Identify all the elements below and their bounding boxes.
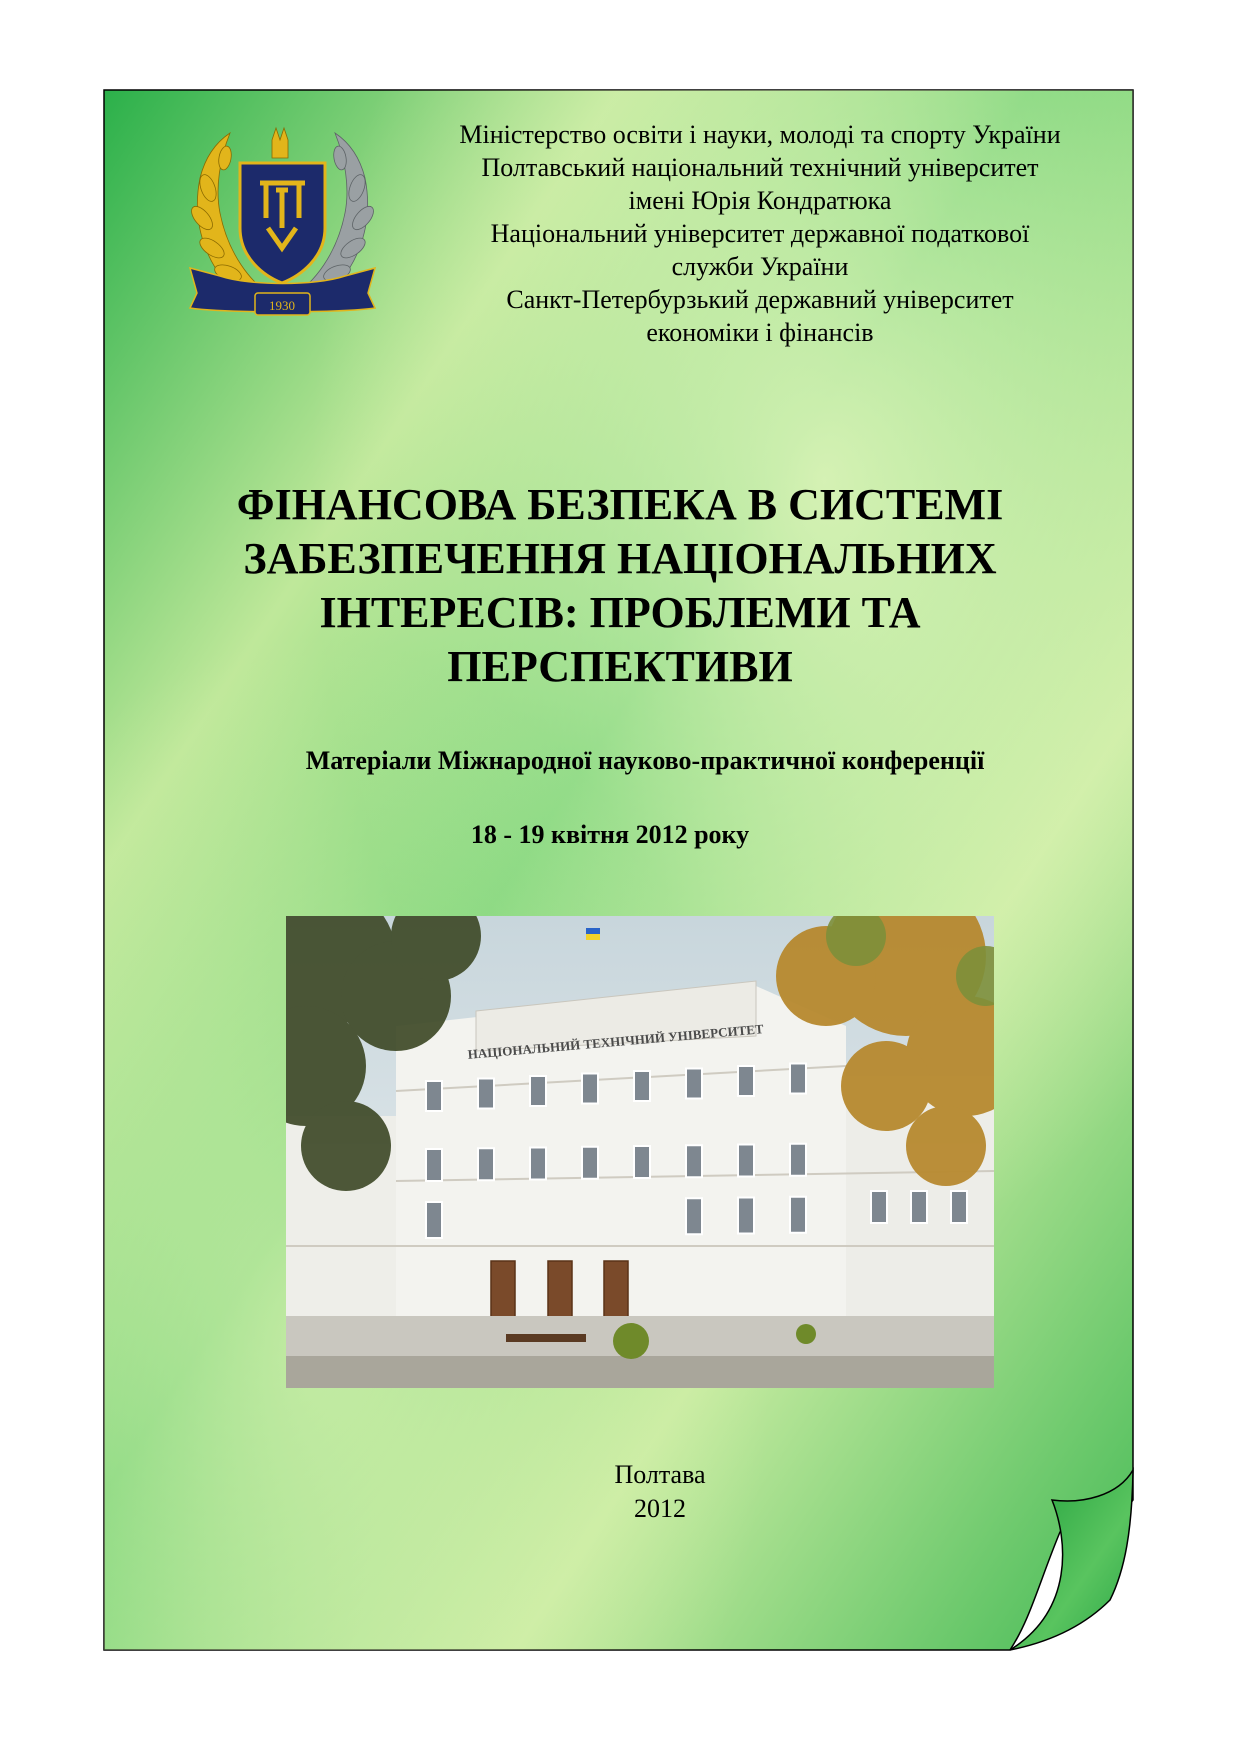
university-emblem-icon	[180, 118, 385, 328]
title-line: ІНТЕРЕСІВ: ПРОБЛЕМИ ТА	[319, 588, 921, 637]
publication-city: Полтава	[614, 1460, 706, 1489]
building-window	[871, 1191, 887, 1223]
university-building-photo	[286, 916, 994, 1388]
building-window	[426, 1149, 442, 1181]
org-line: імені Юрія Кондратюка	[628, 186, 892, 215]
building-window	[738, 1198, 754, 1234]
facade-sign: НАЦІОНАЛЬНИЙ ТЕХНІЧНИЙ УНІВЕРСИТЕТ	[467, 1021, 765, 1062]
building-window	[634, 1146, 650, 1178]
org-line: Міністерство освіти і науки, молоді та спорту України	[459, 120, 1061, 149]
building-window	[790, 1064, 806, 1094]
document-title	[150, 478, 1090, 694]
title-line: ЗАБЕЗПЕЧЕННЯ НАЦІОНАЛЬНИХ	[243, 534, 997, 583]
building-window	[426, 1202, 442, 1238]
organizations-header	[400, 118, 1120, 349]
emblem-year: 1930	[269, 298, 295, 313]
title-line: ФІНАНСОВА БЕЗПЕКА В СИСТЕМІ	[236, 480, 1004, 529]
building-window	[530, 1076, 546, 1106]
building-window	[911, 1191, 927, 1223]
building-window	[686, 1069, 702, 1099]
building-window	[582, 1147, 598, 1179]
building-window	[478, 1079, 494, 1109]
org-line: Полтавський національний технічний університет	[481, 153, 1039, 182]
org-line: Санкт-Петербурзький державний університет	[506, 285, 1014, 314]
publication-year: 2012	[634, 1494, 686, 1523]
building-window	[738, 1145, 754, 1177]
org-line: Національний університет державної податкової	[490, 219, 1030, 248]
conference-subtitle: Матеріали Міжнародної науково-практичної конференції	[305, 746, 985, 775]
building-window	[951, 1191, 967, 1223]
building-window	[686, 1145, 702, 1177]
building-window	[738, 1066, 754, 1096]
title-line: ПЕРСПЕКТИВИ	[447, 642, 793, 691]
publication-footer	[520, 1458, 800, 1526]
building-window	[426, 1081, 442, 1111]
building-window	[634, 1071, 650, 1101]
building-window	[530, 1148, 546, 1180]
building-window	[790, 1144, 806, 1176]
building-window	[478, 1148, 494, 1180]
org-line: економіки і фінансів	[646, 318, 874, 347]
building-window	[790, 1197, 806, 1233]
building-window	[582, 1074, 598, 1104]
org-line: служби України	[671, 252, 849, 281]
building-window	[686, 1198, 702, 1234]
conference-dates: 18 - 19 квітня 2012 року	[470, 820, 750, 849]
